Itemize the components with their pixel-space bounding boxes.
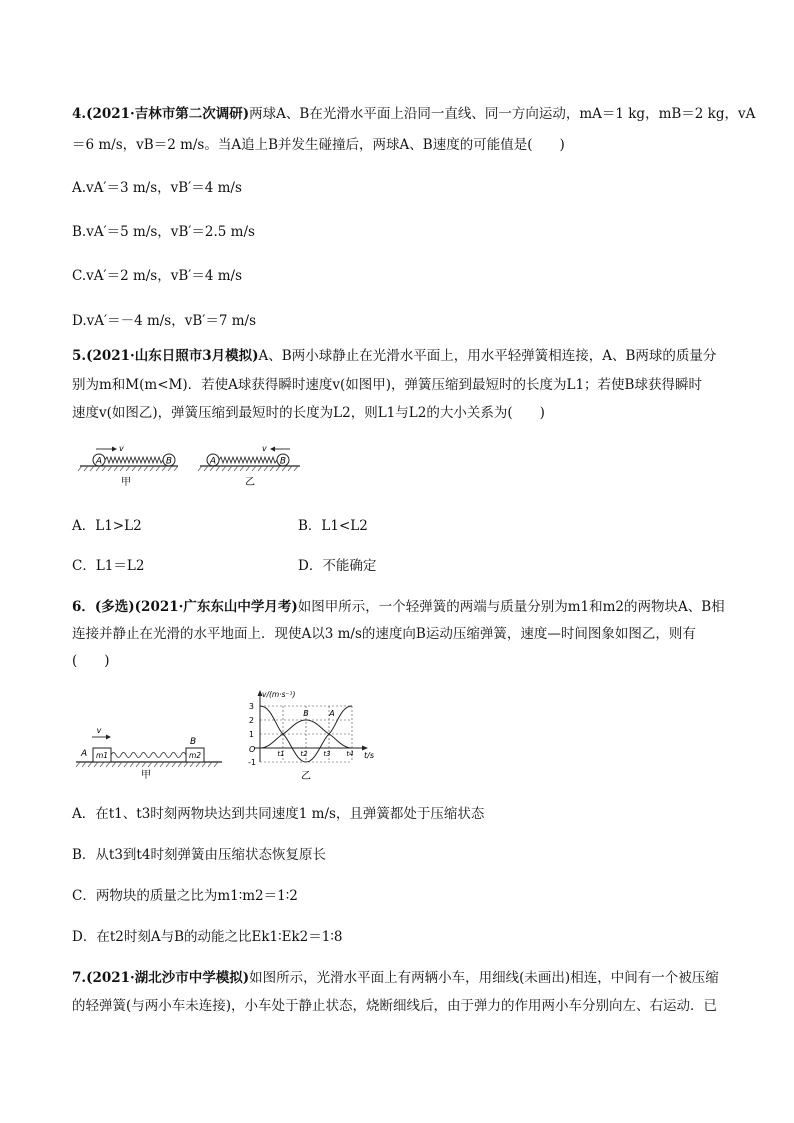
q6-figure-right <box>240 688 380 784</box>
q7-line1 <box>72 968 719 988</box>
q6-ytick-2: 2 <box>248 716 254 725</box>
q7-source: 7.(2021·湖北沙市中学模拟) <box>72 970 250 986</box>
q6-xlabel: t/s <box>364 751 374 760</box>
q6-xtick-t2: t2 <box>300 750 308 758</box>
q5-figure <box>72 438 312 494</box>
q4-option-a: A.vA′＝3 m/s，vB′＝4 m/s <box>72 180 242 196</box>
q5-caption-left: 甲 <box>121 477 131 488</box>
q5-ball-b-right-label: B <box>279 456 287 467</box>
q6-origin: O <box>249 745 256 754</box>
q6-curve-a-label: A <box>329 709 335 718</box>
q4-option-b: B.vA′＝5 m/s，vB′＝2.5 m/s <box>72 224 255 240</box>
q6-ylabel: v/(m·s⁻¹) <box>262 690 296 699</box>
q5-source: 5.(2021·山东日照市3月模拟) <box>72 348 259 364</box>
q5-ball-a-right-label: A <box>209 456 217 467</box>
q6-m2-label: m2 <box>188 751 202 760</box>
q6-m1-label: m1 <box>95 751 109 760</box>
q6-xtick-t4: t4 <box>346 750 354 758</box>
q4-text: 两球A、B在光滑水平面上沿同一直线、同一方向运动，mA＝1 kg，mB＝2 kg，vA <box>249 106 756 122</box>
q5-spring-left <box>105 457 163 463</box>
q6-text: 如图甲所示，一个轻弹簧的两端与质量分别为m1和m2的两物块A、B相 <box>297 599 725 615</box>
q6-ytick-1: 1 <box>248 730 254 739</box>
q4-line1 <box>72 104 755 124</box>
q5-ball-a-left-label: A <box>95 456 103 467</box>
q5-option-d: D．不能确定 <box>298 558 377 574</box>
q5-line1 <box>72 346 716 366</box>
q5-ball-b-left-label: B <box>165 456 173 467</box>
q6-source: 6．(多选)(2021·广东东山中学月考) <box>72 599 298 615</box>
q7-line2: 的轻弹簧(与两小车未连接)，小车处于静止状态，烧断细线后，由于弹力的作用两小车分别向左、右运动．已 <box>72 998 718 1014</box>
q6-ytick-neg1: -1 <box>248 758 256 767</box>
q5-caption-right: 乙 <box>245 477 255 488</box>
q6-option-b: B．从t3到t4时刻弹簧由压缩状态恢复原长 <box>72 847 326 863</box>
q5-text: A、B两小球静止在光滑水平面上，用水平轻弹簧相连接，A、B两球的质量分 <box>258 348 717 364</box>
q6-line3: ( ) <box>72 653 110 669</box>
q6-caption-left: 甲 <box>141 770 151 780</box>
q5-option-c: C．L1＝L2 <box>72 558 145 574</box>
q6-curve-b-label: B <box>303 709 309 718</box>
q6-figure-left <box>72 722 232 780</box>
q6-spring <box>111 753 186 758</box>
q5-v-right: v <box>262 444 267 453</box>
q7-text: 如图所示，光滑水平面上有两辆小车，用细线(未画出)相连，中间有一个被压缩 <box>249 970 719 986</box>
q6-line1 <box>72 597 725 617</box>
q5-option-b: B．L1<L2 <box>298 518 368 534</box>
q5-line2: 别为m和M(m<M)．若使A球获得瞬时速度v(如图甲)，弹簧压缩到最短时的长度为L1；若使B球获得瞬时 <box>72 377 702 393</box>
q6-option-a: A．在t1、t3时刻两物块达到共同速度1 m/s，且弹簧都处于压缩状态 <box>72 806 485 822</box>
q6-v-label: v <box>96 726 102 735</box>
q6-xtick-t1: t1 <box>277 750 285 758</box>
q4-source: 4.(2021·吉林市第二次调研) <box>72 106 250 122</box>
q6-option-d: D．在t2时刻A与B的动能之比Ek1∶Ek2＝1∶8 <box>72 929 343 945</box>
q6-block-b-label: B <box>190 737 197 747</box>
q5-option-a: A．L1>L2 <box>72 518 142 534</box>
q4-option-d: D.vA′＝－4 m/s，vB′＝7 m/s <box>72 313 257 329</box>
q6-option-c: C．两物块的质量之比为m1∶m2＝1∶2 <box>72 888 298 904</box>
q6-line2: 连接并静止在光滑的水平地面上．现使A以3 m/s的速度向B运动压缩弹簧，速度—时间图象如图乙，则有 <box>72 626 696 642</box>
q6-block-a-label: A <box>81 749 88 759</box>
q4-option-c: C.vA′＝2 m/s，vB′＝4 m/s <box>72 268 243 284</box>
q6-xtick-t3: t3 <box>323 750 331 758</box>
q5-line3: 速度v(如图乙)，弹簧压缩到最短时的长度为L2，则L1与L2的大小关系为( ) <box>72 405 545 421</box>
q6-caption-right: 乙 <box>301 771 311 782</box>
q5-v-left: v <box>119 444 124 453</box>
q5-spring-right <box>219 457 277 463</box>
q6-ytick-3: 3 <box>248 702 254 711</box>
q4-line2: ＝6 m/s，vB＝2 m/s。当A追上B并发生碰撞后，两球A、B速度的可能值是( ) <box>72 137 565 153</box>
